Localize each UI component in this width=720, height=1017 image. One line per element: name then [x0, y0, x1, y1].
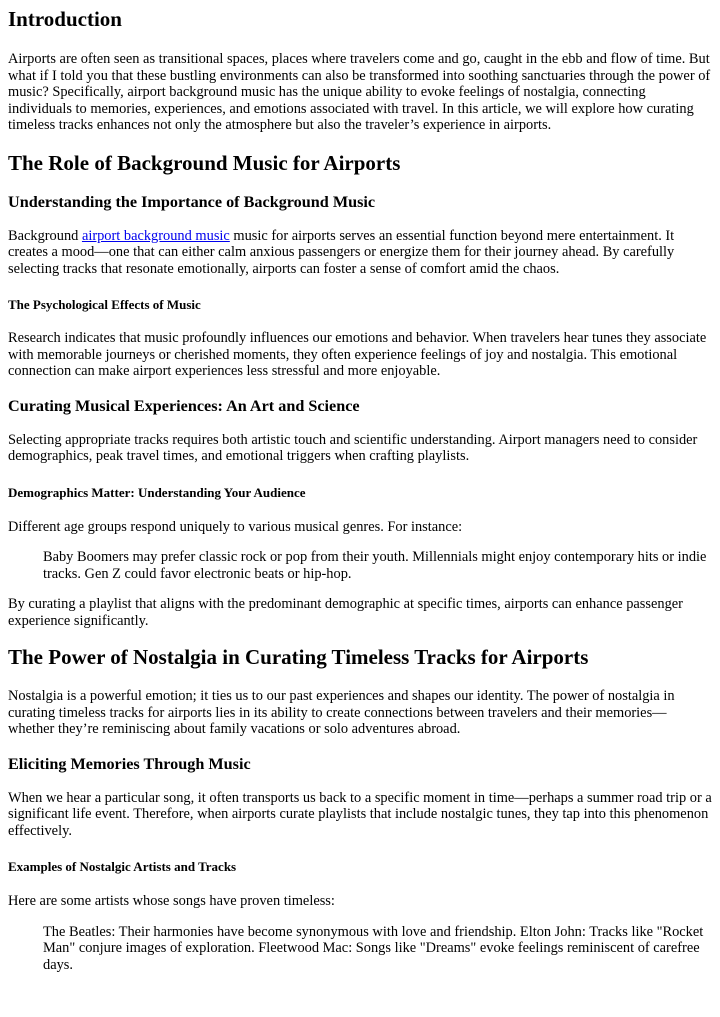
- heading-eliciting-memories: Eliciting Memories Through Music: [8, 754, 251, 773]
- understanding-paragraph: [8, 228, 712, 278]
- heading-psychological-effects: The Psychological Effects of Music: [8, 297, 201, 312]
- examples-quote: The Beatles: Their harmonies have become synonymous with love and friendship. Elton John: Tracks like "Rocket Man" conjure images of exploration. Fleetwood Mac: Songs like "Dreams" evoke feelings reminiscent of carefree days.: [43, 923, 704, 973]
- heading-role-of-background-music: The Role of Background Music for Airports: [8, 150, 401, 175]
- heading-demographics: Demographics Matter: Understanding Your Audience: [8, 484, 306, 500]
- psychological-paragraph: Research indicates that music profoundly influences our emotions and behavior. When travelers hear tunes they associate with memorable journeys or cherished moments, they often experience feelings of joy and nostalgia. This emotional connection can make airport experiences less stressful and more enjoyable.: [8, 330, 707, 379]
- heading-understanding-importance: Understanding the Importance of Background Music: [8, 192, 376, 211]
- demographics-paragraph: Different age groups respond uniquely to various musical genres. For instance:: [8, 518, 463, 535]
- heading-introduction: Introduction: [8, 7, 122, 31]
- curating-paragraph: Selecting appropriate tracks requires both artistic touch and scientific understanding. Airport managers need to consider demographics, peak travel times, and emotional triggers when crafting playlists.: [8, 431, 698, 464]
- demographics-paragraph-2: By curating a playlist that aligns with the predominant demographic at specific times, airports can enhance passenger experience significantly.: [8, 596, 683, 629]
- eliciting-paragraph: When we hear a particular song, it often transports us back to a specific moment in time—perhaps a summer road trip or a significant life event. Therefore, when airports curate playlists that include nostalgic tunes, they tap into this phenomenon effectively.: [8, 789, 712, 839]
- intro-paragraph: Airports are often seen as transitional spaces, places where travelers come and go, caught in the ebb and flow of time. But what if I told you that these bustling environments can also be transformed into soothing sanctuaries through the power of music? Specifically, airport background music has the unique ability to evoke feelings of nostalgia, connecting individuals to memories, experiences, and emotions associated with travel. In this article, we will explore how curating timeless tracks enhances not only the atmosphere but also the traveler’s experience in airports.: [8, 51, 711, 133]
- understanding-text-end: music for airports serves an essential function beyond mere entertainment. It creates a mood—one that can either calm anxious passengers or energize them for their journey ahead. By carefully selecting tracks that resonate emotionally, airports can foster a sense of comfort amid the chaos.: [8, 227, 675, 277]
- understanding-text-start: Background: [8, 227, 82, 244]
- power-paragraph: Nostalgia is a powerful emotion; it ties us to our past experiences and shapes our identity. The power of nostalgia in curating timeless tracks for airports lies in its ability to create connections between travelers and their memories—whether they’re reminiscing about family vacations or solo adventures abroad.: [8, 688, 675, 737]
- heading-power-of-nostalgia: The Power of Nostalgia in Curating Timeless Tracks for Airports: [8, 645, 589, 669]
- heading-examples: Examples of Nostalgic Artists and Tracks: [8, 859, 237, 874]
- article: [0, 7, 712, 973]
- demographics-quote: Baby Boomers may prefer classic rock or pop from their youth. Millennials might enjoy contemporary hits or indie tracks. Gen Z could favor electronic beats or hip-hop.: [43, 549, 707, 582]
- airport-background-music-link[interactable]: airport background music: [81, 227, 230, 244]
- heading-curating-experiences: Curating Musical Experiences: An Art and Science: [8, 396, 360, 415]
- examples-paragraph: Here are some artists whose songs have proven timeless:: [8, 893, 335, 909]
